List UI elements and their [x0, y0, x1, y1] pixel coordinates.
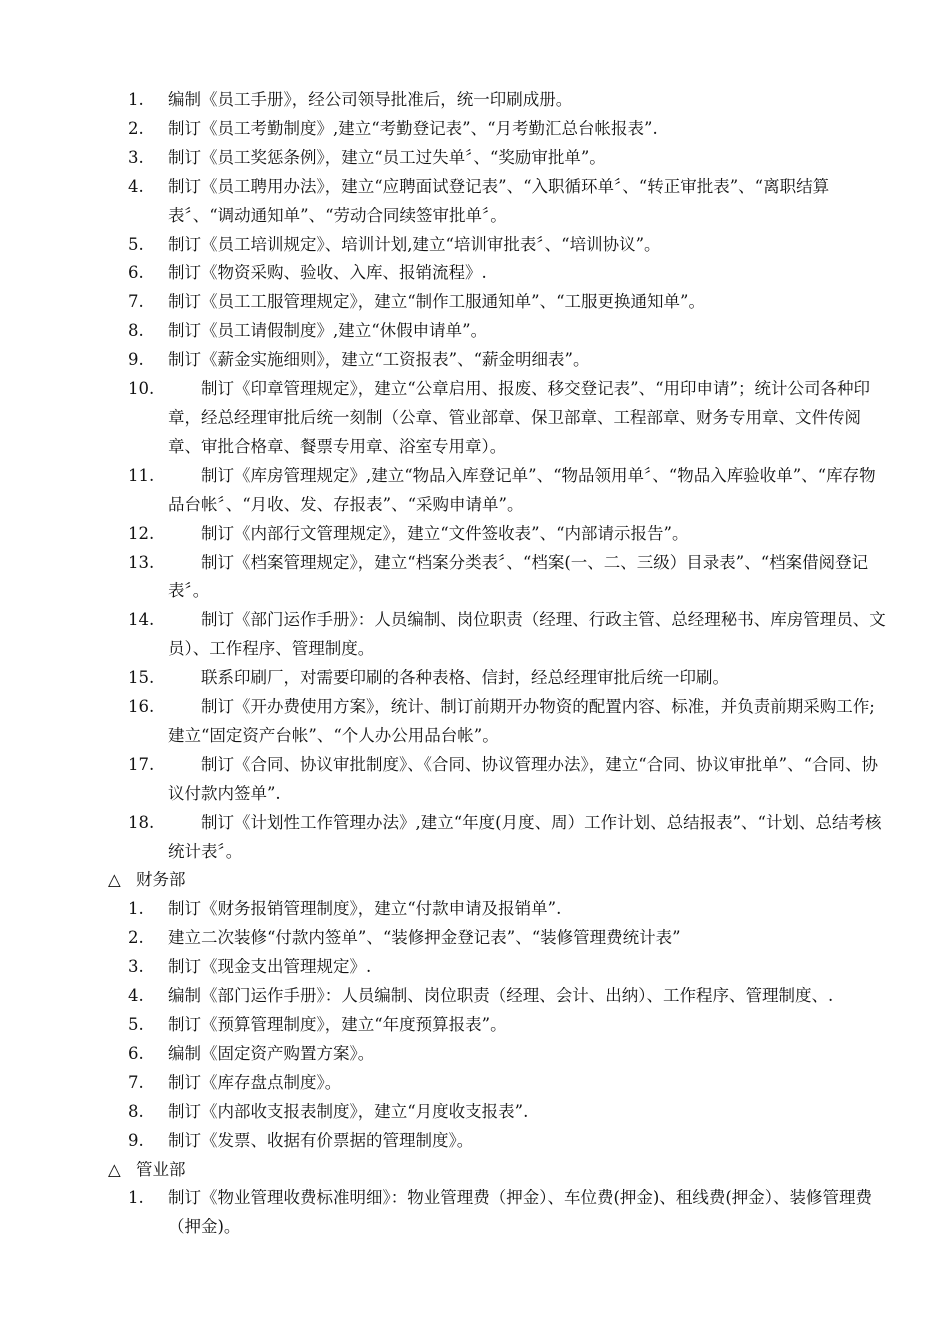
list-item-text: 制订《员工考勤制度》,建立“考勤登记表”、“月考勤汇总台帐报表”.: [168, 118, 658, 138]
list-item-text: 制订《员工奖惩条例》，建立“员工过失单〞、“奖励审批单”。: [168, 147, 606, 167]
section-heading: [108, 866, 888, 895]
list-item: [108, 346, 888, 375]
list-item: [108, 693, 888, 751]
list-item-number: 9.: [128, 350, 144, 370]
list-item-number: 10.: [128, 379, 155, 399]
list-item-text: 制订《内部收支报表制度》，建立“月度收支报表”.: [168, 1101, 529, 1121]
list-item-number: 6.: [128, 263, 144, 283]
list-item: [108, 751, 888, 809]
list-item-text: 制订《库存盘点制度》。: [168, 1072, 342, 1092]
list-item-text: 建立二次装修“付款内签单”、“装修押金登记表”、“装修管理费统计表”: [168, 928, 681, 948]
list-item: [108, 375, 888, 462]
list-item: [108, 953, 888, 982]
numbered-list: [108, 1184, 888, 1242]
triangle-icon: △: [108, 1159, 121, 1179]
list-item-number: 9.: [128, 1130, 144, 1150]
list-item-number: 5.: [128, 1015, 144, 1034]
list-item: [108, 606, 888, 664]
list-item: [108, 1011, 888, 1040]
list-item-text: 制订《现金支出管理规定》.: [168, 957, 372, 977]
list-item: [108, 462, 888, 520]
list-item-number: 1.: [128, 1188, 144, 1208]
list-item-text: 制订《员工培训规定》、培训计划,建立“培训审批表〞、“培训协议”。: [168, 234, 661, 254]
list-item: [108, 895, 888, 924]
list-item: [108, 1069, 888, 1098]
list-item: [108, 809, 888, 867]
list-item-number: 1.: [128, 90, 144, 109]
list-item-text: 制订《员工工服管理规定》，建立“制作工服通知单”、“工服更换通知单”。: [168, 292, 705, 312]
list-item-number: 4.: [128, 176, 144, 196]
list-item: [108, 982, 888, 1011]
list-item: [108, 1098, 888, 1127]
list-item-number: 8.: [128, 1101, 144, 1121]
list-item-number: 8.: [128, 321, 144, 341]
list-item-number: 6.: [128, 1043, 144, 1063]
list-item-number: 4.: [128, 986, 144, 1006]
list-item: [108, 115, 888, 144]
triangle-icon: △: [108, 870, 121, 890]
list-item: [108, 86, 888, 115]
list-item-text: 制订《合同、协议审批制度》、《合同、协议管理办法》，建立“合同、协议审批单”、“合同、协议付款内签单”.: [168, 754, 879, 803]
list-item-number: 5.: [128, 234, 144, 254]
list-item-text: 制订《印章管理规定》，建立“公章启用、报废、移交登记表”、“用印申请”；统计公司各种印章，经总经理审批后统一刻制（公章、管业部章、保卫部章、工程部章、财务专用章、文件传阅章、审批合格章、餐票专用章、浴室专用章）。: [168, 379, 870, 456]
list-item-number: 2.: [128, 928, 144, 948]
list-item-text: 制订《档案管理规定》，建立“档案分类表〞、“档案(一、二、三级）目录表”、“档案借阅登记表〞。: [168, 552, 869, 601]
list-item-text: 制订《计划性工作管理办法》,建立“年度(月度、周）工作计划、总结报表”、“计划、总结考核统计表〞。: [168, 812, 882, 861]
list-item-number: 3.: [128, 957, 144, 977]
list-item-number: 12.: [128, 523, 155, 543]
list-item-number: 15.: [128, 668, 155, 688]
list-item: [108, 1127, 888, 1156]
document-content: [108, 86, 888, 1242]
list-item-number: 18.: [128, 812, 155, 832]
list-item: [108, 144, 888, 173]
list-item-text: 制订《预算管理制度》，建立“年度预算报表”。: [168, 1015, 507, 1034]
section-title: 管业部: [136, 1159, 186, 1179]
list-item-text: 制订《薪金实施细则》，建立“工资报表”、“薪金明细表”。: [168, 350, 590, 370]
numbered-list: [108, 895, 888, 1155]
list-item: [108, 288, 888, 317]
list-item-text: 编制《固定资产购置方案》。: [168, 1043, 375, 1063]
list-item: [108, 924, 888, 953]
list-item-text: 制订《物业管理收费标准明细》：物业管理费（押金）、车位费(押金)、租线费(押金）、装修管理费（押金)。: [168, 1188, 873, 1237]
list-item-text: 制订《员工聘用办法》，建立“应聘面试登记表”、“入职循环单〞、“转正审批表”、“离职结算表〞、“调动通知单”、“劳动合同续签审批单〞。: [168, 176, 830, 225]
list-item-text: 编制《部门运作手册》：人员编制、岗位职责（经理、会计、出纳）、工作程序、管理制度、.: [168, 986, 834, 1006]
list-item: [108, 231, 888, 260]
list-item-number: 16.: [128, 697, 155, 717]
list-item: [108, 1040, 888, 1069]
list-item: [108, 1184, 888, 1242]
list-item-text: 制订《物资采购、验收、入库、报销流程》.: [168, 263, 487, 283]
list-item-number: 14.: [128, 610, 155, 630]
list-item: [108, 549, 888, 607]
list-item: [108, 317, 888, 346]
list-item-number: 1.: [128, 899, 144, 919]
list-item: [108, 259, 888, 288]
numbered-list: [108, 86, 888, 866]
section-title: 财务部: [136, 870, 186, 890]
list-item-text: 制订《发票、收据有价票据的管理制度》。: [168, 1130, 474, 1150]
list-item-number: 13.: [128, 552, 155, 572]
list-item-text: 制订《内部行文管理规定》，建立“文件签收表”、“内部请示报告”。: [201, 523, 689, 543]
list-item-text: 制订《部门运作手册》：人员编制、岗位职责（经理、行政主管、总经理秘书、库房管理员、文员）、工作程序、管理制度。: [168, 610, 886, 659]
list-item: [108, 520, 888, 549]
list-item-text: 联系印刷厂，对需要印刷的各种表格、信封，经总经理审批后统一印刷。: [201, 668, 729, 688]
list-item-number: 7.: [128, 292, 144, 312]
section-heading: [108, 1156, 888, 1185]
list-item-text: 制订《库房管理规定》,建立“物品入库登记单”、“物品领用单〞、“物品入库验收单”、“库存物品台帐〞、“月收、发、存报表”、“采购申请单”。: [168, 465, 876, 514]
list-item: [108, 664, 888, 693]
list-item-number: 17.: [128, 754, 155, 774]
list-item-text: 制订《员工请假制度》,建立“休假申请单”。: [168, 321, 488, 341]
list-item-text: 编制《员工手册》，经公司领导批准后，统一印刷成册。: [168, 90, 573, 109]
list-item-number: 2.: [128, 118, 144, 138]
list-item-text: 制订《财务报销管理制度》，建立“付款申请及报销单”.: [168, 899, 562, 919]
list-item: [108, 173, 888, 231]
list-item-number: 3.: [128, 147, 144, 167]
list-item-text: 制订《开办费使用方案》，统计、制订前期开办物资的配置内容、标准，并负责前期采购工作;建立“固定资产台帐”、“个人办公用品台帐”。: [168, 697, 875, 745]
list-item-number: 7.: [128, 1072, 144, 1092]
list-item-number: 11.: [128, 465, 155, 485]
